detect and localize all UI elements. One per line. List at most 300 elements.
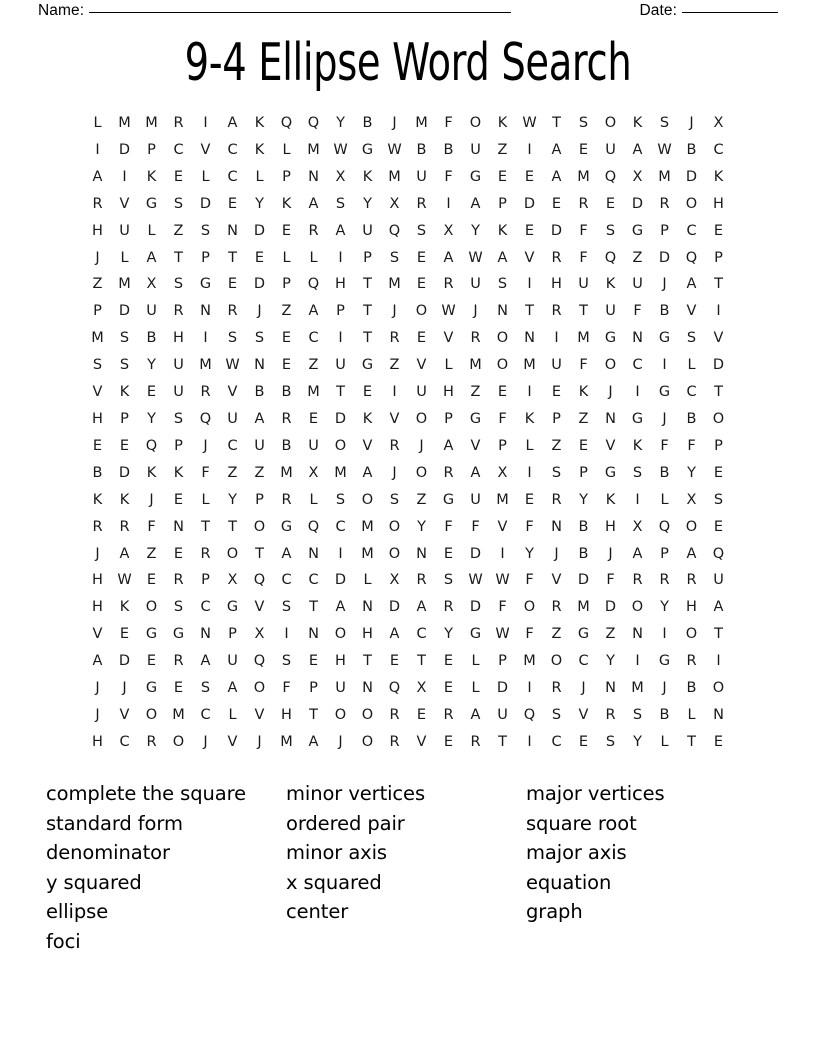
- grid-cell[interactable]: N: [308, 545, 319, 562]
- grid-cell[interactable]: R: [551, 491, 562, 508]
- grid-cell[interactable]: B: [659, 706, 670, 723]
- grid-cell[interactable]: G: [604, 330, 617, 347]
- grid-cell[interactable]: P: [498, 653, 507, 670]
- grid-cell[interactable]: R: [443, 276, 454, 293]
- grid-cell[interactable]: A: [146, 249, 157, 266]
- grid-cell[interactable]: J: [419, 437, 424, 454]
- grid-cell[interactable]: Q: [388, 680, 401, 697]
- grid-cell[interactable]: R: [551, 249, 562, 266]
- grid-cell[interactable]: S: [281, 653, 292, 670]
- grid-cell[interactable]: T: [309, 599, 318, 616]
- grid-cell[interactable]: S: [335, 491, 346, 508]
- grid-cell[interactable]: Z: [416, 491, 427, 508]
- grid-cell[interactable]: A: [686, 276, 697, 293]
- grid-cell[interactable]: J: [95, 249, 100, 266]
- grid-cell[interactable]: K: [146, 168, 157, 185]
- word-list-item[interactable]: major vertices: [526, 782, 665, 805]
- grid-cell[interactable]: J: [689, 115, 694, 131]
- grid-cell[interactable]: E: [713, 464, 724, 481]
- grid-cell[interactable]: O: [145, 706, 158, 723]
- grid-cell[interactable]: L: [660, 491, 669, 508]
- grid-cell[interactable]: G: [280, 518, 293, 535]
- grid-cell[interactable]: D: [523, 195, 536, 212]
- grid-cell[interactable]: E: [281, 357, 292, 374]
- grid-cell[interactable]: V: [200, 141, 211, 158]
- grid-cell[interactable]: E: [119, 626, 130, 643]
- grid-cell[interactable]: V: [254, 599, 265, 616]
- grid-cell[interactable]: R: [470, 733, 481, 750]
- grid-cell[interactable]: X: [335, 168, 346, 185]
- grid-cell[interactable]: N: [713, 706, 724, 723]
- grid-cell[interactable]: O: [523, 599, 536, 616]
- grid-cell[interactable]: R: [281, 491, 292, 508]
- grid-cell[interactable]: U: [416, 168, 427, 185]
- grid-cell[interactable]: J: [95, 706, 100, 723]
- grid-cell[interactable]: O: [604, 115, 617, 131]
- grid-cell[interactable]: V: [443, 330, 454, 347]
- grid-cell[interactable]: E: [497, 168, 508, 185]
- grid-cell[interactable]: J: [257, 733, 262, 750]
- grid-cell[interactable]: R: [632, 572, 643, 589]
- grid-cell[interactable]: F: [498, 599, 507, 616]
- grid-cell[interactable]: P: [201, 572, 210, 589]
- grid-cell[interactable]: G: [577, 626, 590, 643]
- grid-cell[interactable]: C: [713, 141, 724, 158]
- grid-cell[interactable]: I: [554, 330, 559, 347]
- grid-cell[interactable]: Z: [578, 410, 589, 427]
- grid-cell[interactable]: D: [469, 599, 482, 616]
- grid-cell[interactable]: E: [254, 249, 265, 266]
- grid-cell[interactable]: G: [361, 141, 374, 158]
- grid-cell[interactable]: V: [578, 706, 589, 723]
- grid-cell[interactable]: S: [605, 733, 616, 750]
- grid-cell[interactable]: M: [280, 464, 293, 481]
- grid-cell[interactable]: A: [308, 303, 319, 320]
- grid-cell[interactable]: J: [392, 303, 397, 320]
- grid-cell[interactable]: E: [443, 680, 454, 697]
- grid-cell[interactable]: Y: [147, 357, 156, 374]
- grid-cell[interactable]: Z: [146, 545, 157, 562]
- grid-cell[interactable]: A: [335, 599, 346, 616]
- grid-cell[interactable]: C: [686, 222, 697, 239]
- grid-cell[interactable]: N: [524, 330, 535, 347]
- grid-cell[interactable]: T: [525, 303, 534, 320]
- grid-cell[interactable]: M: [118, 276, 131, 293]
- grid-cell[interactable]: H: [551, 276, 562, 293]
- grid-cell[interactable]: A: [713, 599, 724, 616]
- grid-cell[interactable]: T: [255, 545, 264, 562]
- grid-cell[interactable]: L: [309, 249, 318, 266]
- grid-cell[interactable]: J: [554, 545, 559, 562]
- grid-cell[interactable]: J: [203, 733, 208, 750]
- grid-cell[interactable]: A: [308, 195, 319, 212]
- grid-cell[interactable]: J: [338, 733, 343, 750]
- grid-cell[interactable]: L: [201, 491, 210, 508]
- grid-cell[interactable]: N: [200, 303, 211, 320]
- grid-cell[interactable]: O: [361, 491, 374, 508]
- grid-cell[interactable]: N: [200, 626, 211, 643]
- grid-cell[interactable]: K: [605, 276, 616, 293]
- grid-cell[interactable]: B: [146, 330, 157, 347]
- grid-cell[interactable]: E: [146, 653, 157, 670]
- grid-cell[interactable]: M: [307, 141, 320, 158]
- grid-cell[interactable]: T: [228, 249, 237, 266]
- grid-cell[interactable]: L: [228, 706, 237, 723]
- grid-cell[interactable]: M: [199, 357, 212, 374]
- grid-cell[interactable]: L: [363, 572, 372, 589]
- grid-cell[interactable]: P: [282, 276, 291, 293]
- grid-cell[interactable]: T: [201, 518, 210, 535]
- grid-cell[interactable]: T: [714, 276, 723, 293]
- grid-cell[interactable]: C: [227, 168, 238, 185]
- grid-cell[interactable]: J: [473, 303, 478, 320]
- grid-cell[interactable]: L: [282, 249, 291, 266]
- grid-cell[interactable]: M: [361, 545, 374, 562]
- grid-cell[interactable]: M: [523, 653, 536, 670]
- grid-cell[interactable]: I: [527, 384, 532, 401]
- grid-cell[interactable]: H: [335, 653, 346, 670]
- grid-cell[interactable]: Y: [147, 410, 156, 427]
- grid-cell[interactable]: J: [95, 680, 100, 697]
- grid-cell[interactable]: M: [388, 276, 401, 293]
- grid-cell[interactable]: A: [686, 545, 697, 562]
- grid-cell[interactable]: X: [308, 464, 319, 481]
- grid-cell[interactable]: T: [552, 115, 561, 131]
- grid-cell[interactable]: N: [173, 518, 184, 535]
- grid-cell[interactable]: C: [119, 733, 130, 750]
- grid-cell[interactable]: Z: [92, 276, 103, 293]
- grid-cell[interactable]: P: [228, 626, 237, 643]
- grid-cell[interactable]: N: [308, 168, 319, 185]
- grid-cell[interactable]: F: [633, 303, 642, 320]
- grid-cell[interactable]: B: [281, 437, 292, 454]
- grid-cell[interactable]: M: [361, 518, 374, 535]
- grid-cell[interactable]: W: [333, 141, 348, 158]
- grid-cell[interactable]: E: [173, 491, 184, 508]
- grid-cell[interactable]: V: [524, 249, 535, 266]
- grid-cell[interactable]: Y: [471, 222, 480, 239]
- grid-cell[interactable]: R: [416, 195, 427, 212]
- grid-cell[interactable]: D: [496, 680, 509, 697]
- grid-cell[interactable]: M: [91, 330, 104, 347]
- grid-cell[interactable]: C: [632, 357, 643, 374]
- grid-cell[interactable]: P: [201, 249, 210, 266]
- grid-cell[interactable]: M: [415, 115, 428, 131]
- word-list-item[interactable]: standard form: [46, 811, 183, 835]
- grid-cell[interactable]: W: [522, 115, 537, 131]
- grid-cell[interactable]: K: [632, 115, 643, 131]
- grid-cell[interactable]: A: [497, 249, 508, 266]
- grid-cell[interactable]: H: [92, 410, 103, 427]
- grid-cell[interactable]: I: [662, 357, 667, 374]
- grid-cell[interactable]: I: [635, 653, 640, 670]
- grid-cell[interactable]: Z: [497, 141, 508, 158]
- grid-cell[interactable]: U: [632, 276, 643, 293]
- grid-cell[interactable]: N: [362, 680, 373, 697]
- grid-cell[interactable]: I: [527, 464, 532, 481]
- grid-cell[interactable]: S: [389, 249, 400, 266]
- grid-cell[interactable]: Z: [551, 437, 562, 454]
- grid-cell[interactable]: X: [686, 491, 697, 508]
- grid-cell[interactable]: R: [389, 437, 400, 454]
- grid-cell[interactable]: N: [632, 330, 643, 347]
- grid-cell[interactable]: A: [281, 545, 292, 562]
- grid-cell[interactable]: B: [578, 518, 589, 535]
- grid-cell[interactable]: P: [714, 249, 723, 266]
- grid-cell[interactable]: O: [685, 626, 698, 643]
- grid-cell[interactable]: Q: [712, 545, 725, 562]
- grid-cell[interactable]: E: [416, 706, 427, 723]
- grid-cell[interactable]: P: [93, 303, 102, 320]
- grid-cell[interactable]: D: [334, 410, 347, 427]
- grid-cell[interactable]: F: [444, 168, 453, 185]
- grid-cell[interactable]: R: [200, 545, 211, 562]
- grid-cell[interactable]: B: [686, 141, 697, 158]
- word-list-item[interactable]: center: [286, 900, 349, 924]
- grid-cell[interactable]: A: [443, 437, 454, 454]
- grid-cell[interactable]: H: [686, 599, 697, 616]
- grid-cell[interactable]: Q: [307, 115, 320, 131]
- word-list-item[interactable]: equation: [526, 870, 612, 894]
- grid-cell[interactable]: F: [579, 357, 588, 374]
- grid-cell[interactable]: Q: [604, 168, 617, 185]
- grid-cell[interactable]: J: [149, 491, 154, 508]
- grid-cell[interactable]: L: [687, 706, 696, 723]
- grid-cell[interactable]: A: [335, 222, 346, 239]
- grid-cell[interactable]: V: [254, 706, 265, 723]
- grid-cell[interactable]: B: [686, 680, 697, 697]
- grid-cell[interactable]: I: [392, 384, 397, 401]
- grid-cell[interactable]: U: [173, 384, 184, 401]
- grid-cell[interactable]: I: [635, 491, 640, 508]
- grid-cell[interactable]: J: [95, 545, 100, 562]
- grid-cell[interactable]: O: [334, 437, 347, 454]
- grid-cell[interactable]: P: [120, 410, 129, 427]
- grid-cell[interactable]: H: [443, 384, 454, 401]
- grid-cell[interactable]: R: [605, 706, 616, 723]
- grid-cell[interactable]: O: [550, 653, 563, 670]
- grid-cell[interactable]: C: [416, 626, 427, 643]
- grid-cell[interactable]: X: [443, 222, 454, 239]
- grid-cell[interactable]: N: [497, 303, 508, 320]
- grid-cell[interactable]: I: [527, 141, 532, 158]
- grid-cell[interactable]: I: [500, 545, 505, 562]
- grid-cell[interactable]: Z: [551, 626, 562, 643]
- grid-cell[interactable]: S: [119, 357, 130, 374]
- grid-cell[interactable]: Q: [253, 572, 266, 589]
- grid-cell[interactable]: R: [686, 572, 697, 589]
- grid-cell[interactable]: G: [442, 491, 455, 508]
- grid-cell[interactable]: U: [146, 303, 157, 320]
- grid-cell[interactable]: I: [95, 141, 100, 158]
- grid-cell[interactable]: P: [444, 410, 453, 427]
- grid-cell[interactable]: R: [173, 572, 184, 589]
- grid-cell[interactable]: T: [363, 276, 372, 293]
- grid-cell[interactable]: M: [577, 599, 590, 616]
- grid-cell[interactable]: M: [172, 706, 185, 723]
- grid-cell[interactable]: O: [388, 545, 401, 562]
- grid-cell[interactable]: H: [92, 599, 103, 616]
- grid-cell[interactable]: E: [524, 222, 535, 239]
- grid-cell[interactable]: X: [632, 168, 643, 185]
- grid-cell[interactable]: P: [363, 249, 372, 266]
- grid-cell[interactable]: O: [415, 464, 428, 481]
- grid-cell[interactable]: H: [362, 626, 373, 643]
- grid-cell[interactable]: E: [308, 653, 319, 670]
- grid-cell[interactable]: E: [308, 410, 319, 427]
- grid-cell[interactable]: S: [173, 599, 184, 616]
- word-list-item[interactable]: minor axis: [286, 841, 387, 865]
- grid-cell[interactable]: E: [497, 384, 508, 401]
- grid-cell[interactable]: B: [578, 545, 589, 562]
- word-list-item[interactable]: foci: [46, 929, 81, 953]
- grid-cell[interactable]: T: [687, 733, 696, 750]
- grid-cell[interactable]: V: [119, 195, 130, 212]
- grid-cell[interactable]: H: [92, 572, 103, 589]
- grid-cell[interactable]: F: [579, 249, 588, 266]
- grid-cell[interactable]: N: [605, 410, 616, 427]
- grid-cell[interactable]: P: [282, 168, 291, 185]
- grid-cell[interactable]: I: [203, 115, 208, 131]
- grid-cell[interactable]: V: [227, 733, 238, 750]
- grid-cell[interactable]: S: [119, 330, 130, 347]
- grid-cell[interactable]: C: [200, 599, 211, 616]
- grid-cell[interactable]: J: [257, 303, 262, 320]
- grid-cell[interactable]: F: [201, 464, 210, 481]
- grid-cell[interactable]: V: [605, 437, 616, 454]
- grid-cell[interactable]: N: [227, 222, 238, 239]
- grid-cell[interactable]: R: [551, 680, 562, 697]
- grid-cell[interactable]: Z: [632, 249, 643, 266]
- grid-cell[interactable]: S: [632, 706, 643, 723]
- word-list-item[interactable]: square root: [526, 811, 637, 835]
- grid-cell[interactable]: S: [578, 115, 589, 131]
- grid-cell[interactable]: E: [578, 141, 589, 158]
- grid-cell[interactable]: O: [361, 733, 374, 750]
- grid-cell[interactable]: S: [281, 599, 292, 616]
- grid-cell[interactable]: S: [173, 195, 184, 212]
- grid-cell[interactable]: U: [470, 141, 481, 158]
- grid-cell[interactable]: G: [658, 653, 671, 670]
- grid-cell[interactable]: G: [658, 330, 671, 347]
- grid-cell[interactable]: S: [659, 115, 670, 131]
- grid-cell[interactable]: E: [173, 545, 184, 562]
- grid-cell[interactable]: R: [659, 572, 670, 589]
- grid-cell[interactable]: A: [92, 653, 103, 670]
- grid-cell[interactable]: R: [443, 464, 454, 481]
- grid-cell[interactable]: G: [469, 410, 482, 427]
- grid-cell[interactable]: F: [525, 572, 534, 589]
- grid-cell[interactable]: E: [524, 168, 535, 185]
- grid-cell[interactable]: M: [577, 330, 590, 347]
- grid-cell[interactable]: P: [498, 195, 507, 212]
- grid-cell[interactable]: N: [632, 626, 643, 643]
- grid-cell[interactable]: Q: [388, 222, 401, 239]
- grid-cell[interactable]: J: [203, 437, 208, 454]
- grid-cell[interactable]: C: [227, 437, 238, 454]
- grid-cell[interactable]: A: [632, 545, 643, 562]
- grid-cell[interactable]: W: [495, 572, 510, 589]
- grid-cell[interactable]: B: [659, 303, 670, 320]
- grid-cell[interactable]: E: [443, 653, 454, 670]
- grid-cell[interactable]: A: [227, 680, 238, 697]
- grid-cell[interactable]: W: [387, 141, 402, 158]
- grid-cell[interactable]: O: [496, 330, 509, 347]
- grid-cell[interactable]: A: [92, 168, 103, 185]
- grid-cell[interactable]: K: [254, 141, 265, 158]
- grid-cell[interactable]: E: [146, 384, 157, 401]
- grid-cell[interactable]: E: [416, 276, 427, 293]
- grid-cell[interactable]: K: [119, 599, 130, 616]
- grid-cell[interactable]: T: [228, 518, 237, 535]
- grid-cell[interactable]: J: [581, 680, 586, 697]
- grid-cell[interactable]: Z: [281, 303, 292, 320]
- grid-cell[interactable]: O: [685, 518, 698, 535]
- grid-cell[interactable]: K: [713, 168, 724, 185]
- word-list-item[interactable]: complete the square: [46, 782, 247, 805]
- grid-cell[interactable]: D: [199, 195, 212, 212]
- grid-cell[interactable]: S: [416, 222, 427, 239]
- grid-cell[interactable]: U: [497, 706, 508, 723]
- grid-cell[interactable]: K: [173, 464, 184, 481]
- grid-cell[interactable]: W: [657, 141, 672, 158]
- grid-cell[interactable]: U: [173, 357, 184, 374]
- grid-cell[interactable]: S: [200, 680, 211, 697]
- grid-cell[interactable]: C: [335, 518, 346, 535]
- grid-cell[interactable]: P: [660, 545, 669, 562]
- grid-cell[interactable]: R: [389, 733, 400, 750]
- grid-cell[interactable]: F: [444, 115, 453, 131]
- grid-cell[interactable]: O: [415, 410, 428, 427]
- grid-cell[interactable]: F: [687, 437, 696, 454]
- grid-cell[interactable]: M: [334, 464, 347, 481]
- grid-cell[interactable]: V: [713, 330, 724, 347]
- grid-cell[interactable]: N: [362, 599, 373, 616]
- grid-cell[interactable]: O: [253, 680, 266, 697]
- grid-cell[interactable]: Y: [255, 195, 264, 212]
- grid-cell[interactable]: A: [362, 464, 373, 481]
- grid-cell[interactable]: N: [254, 357, 265, 374]
- grid-cell[interactable]: T: [498, 733, 507, 750]
- grid-cell[interactable]: L: [309, 491, 318, 508]
- grid-cell[interactable]: R: [578, 195, 589, 212]
- grid-cell[interactable]: O: [145, 599, 158, 616]
- grid-cell[interactable]: P: [552, 410, 561, 427]
- word-list-item[interactable]: ordered pair: [286, 811, 405, 835]
- grid-cell[interactable]: M: [523, 357, 536, 374]
- grid-cell[interactable]: D: [469, 545, 482, 562]
- grid-cell[interactable]: Q: [199, 410, 212, 427]
- grid-cell[interactable]: E: [524, 491, 535, 508]
- grid-cell[interactable]: A: [227, 115, 238, 131]
- grid-cell[interactable]: J: [662, 410, 667, 427]
- grid-cell[interactable]: S: [605, 222, 616, 239]
- grid-cell[interactable]: P: [255, 491, 264, 508]
- grid-cell[interactable]: A: [200, 653, 211, 670]
- grid-cell[interactable]: V: [362, 437, 373, 454]
- grid-cell[interactable]: L: [525, 437, 534, 454]
- grid-cell[interactable]: C: [227, 141, 238, 158]
- grid-cell[interactable]: R: [92, 518, 103, 535]
- grid-cell[interactable]: B: [659, 464, 670, 481]
- grid-cell[interactable]: U: [119, 222, 130, 239]
- grid-cell[interactable]: S: [389, 491, 400, 508]
- grid-cell[interactable]: P: [336, 303, 345, 320]
- grid-cell[interactable]: Q: [307, 276, 320, 293]
- grid-cell[interactable]: E: [713, 222, 724, 239]
- grid-cell[interactable]: G: [145, 195, 158, 212]
- grid-cell[interactable]: U: [713, 572, 724, 589]
